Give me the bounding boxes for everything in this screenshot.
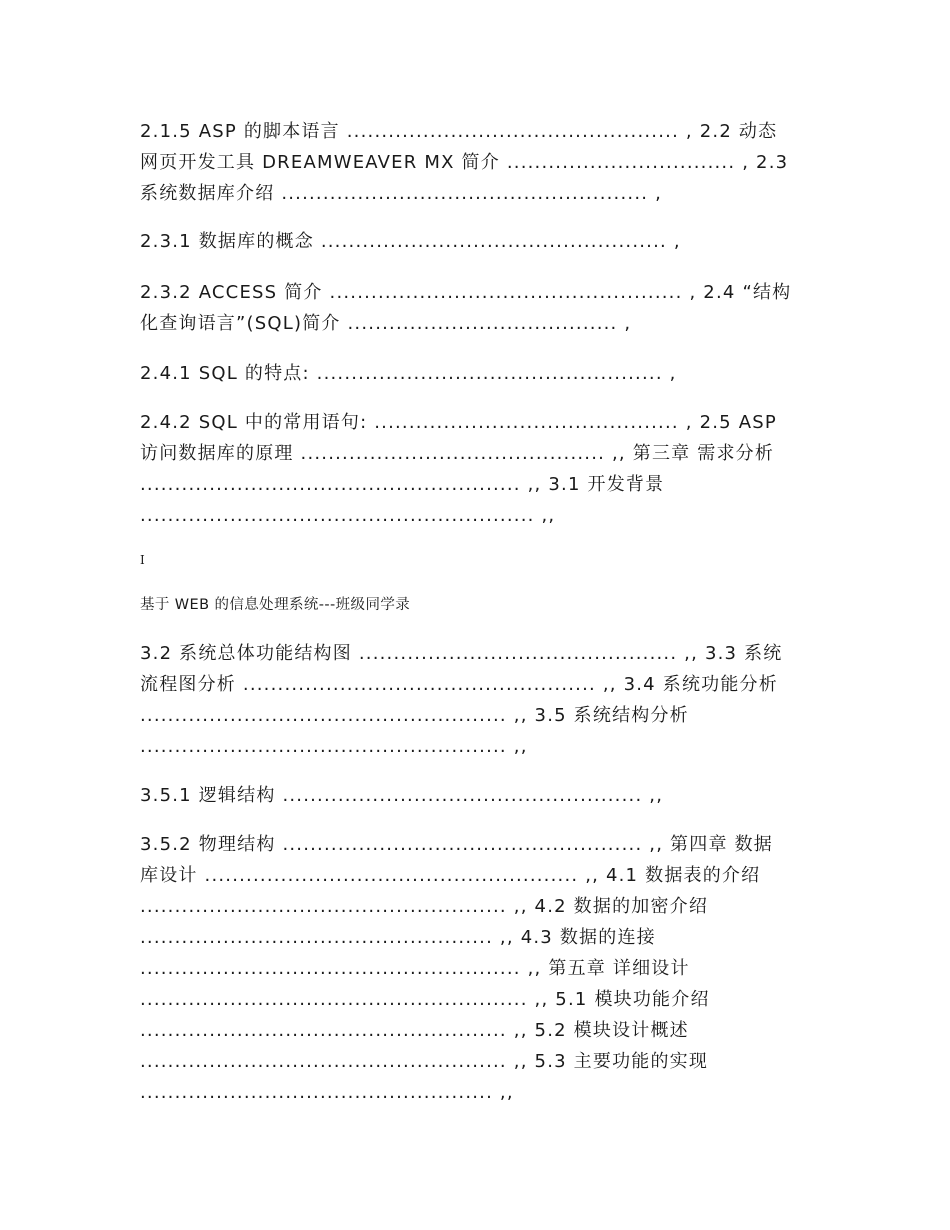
toc-line: 2.4.1 SQL 的特点: .................................................. , bbox=[140, 363, 677, 384]
toc-line: ................................................... ,, bbox=[140, 1082, 514, 1103]
toc-paragraph bbox=[140, 407, 815, 531]
toc-line: 2.1.5 ASP 的脚本语言 ................................................ , 2.2 动态 bbox=[140, 121, 778, 142]
toc-paragraph bbox=[140, 780, 815, 811]
toc-line: 3.5.1 逻辑结构 .................................................... ,, bbox=[140, 785, 664, 806]
toc-paragraph bbox=[140, 116, 815, 209]
toc-paragraph bbox=[140, 358, 815, 389]
toc-paragraph bbox=[140, 829, 815, 1108]
page-number: I bbox=[140, 553, 145, 567]
toc-line: 系统数据库介绍 ..................................................... , bbox=[140, 183, 663, 204]
toc-line: ........................................................ ,, 5.1 模块功能介绍 bbox=[140, 989, 710, 1010]
toc-line: 2.3.2 ACCESS 简介 ................................................... , 2.4 “结构 bbox=[140, 282, 792, 303]
toc-line: 流程图分析 ................................................... ,, 3.4 系统功能分析 bbox=[140, 674, 778, 695]
toc-line: ..................................................... ,, 5.3 主要功能的实现 bbox=[140, 1051, 709, 1072]
toc-line: 库设计 ...................................................... ,, 4.1 数据表的介绍 bbox=[140, 865, 761, 886]
toc-line: 访问数据库的原理 ............................................ ,, 第三章 需求分析 bbox=[140, 443, 775, 464]
toc-line: 网页开发工具 DREAMWEAVER MX 简介 ................................. , 2.3 bbox=[140, 152, 789, 173]
running-header: 基于 WEB 的信息处理系统---班级同学录 bbox=[140, 597, 411, 613]
toc-line: 2.4.2 SQL 中的常用语句: ............................................ , 2.5 ASP bbox=[140, 412, 777, 433]
toc-paragraph bbox=[140, 638, 815, 762]
toc-line: ..................................................... ,, 5.2 模块设计概述 bbox=[140, 1020, 689, 1041]
toc-line: 化查询语言”(SQL)简介 ....................................... , bbox=[140, 313, 632, 334]
toc-paragraph bbox=[140, 226, 815, 257]
toc-line: ......................................................... ,, bbox=[140, 505, 556, 526]
toc-line: ..................................................... ,, bbox=[140, 736, 528, 757]
toc-line: 3.5.2 物理结构 .................................................... ,, 第四章 数据 bbox=[140, 834, 773, 855]
toc-paragraph bbox=[140, 277, 815, 339]
toc-line: 3.2 系统总体功能结构图 .............................................. ,, 3.3 系统 bbox=[140, 643, 783, 664]
toc-line: 2.3.1 数据库的概念 .................................................. , bbox=[140, 231, 681, 252]
toc-line: ....................................................... ,, 3.1 开发背景 bbox=[140, 474, 665, 495]
toc-line: ....................................................... ,, 第五章 详细设计 bbox=[140, 958, 690, 979]
toc-line: ................................................... ,, 4.3 数据的连接 bbox=[140, 927, 656, 948]
toc-line: ..................................................... ,, 4.2 数据的加密介绍 bbox=[140, 896, 709, 917]
toc-line: ..................................................... ,, 3.5 系统结构分析 bbox=[140, 705, 689, 726]
